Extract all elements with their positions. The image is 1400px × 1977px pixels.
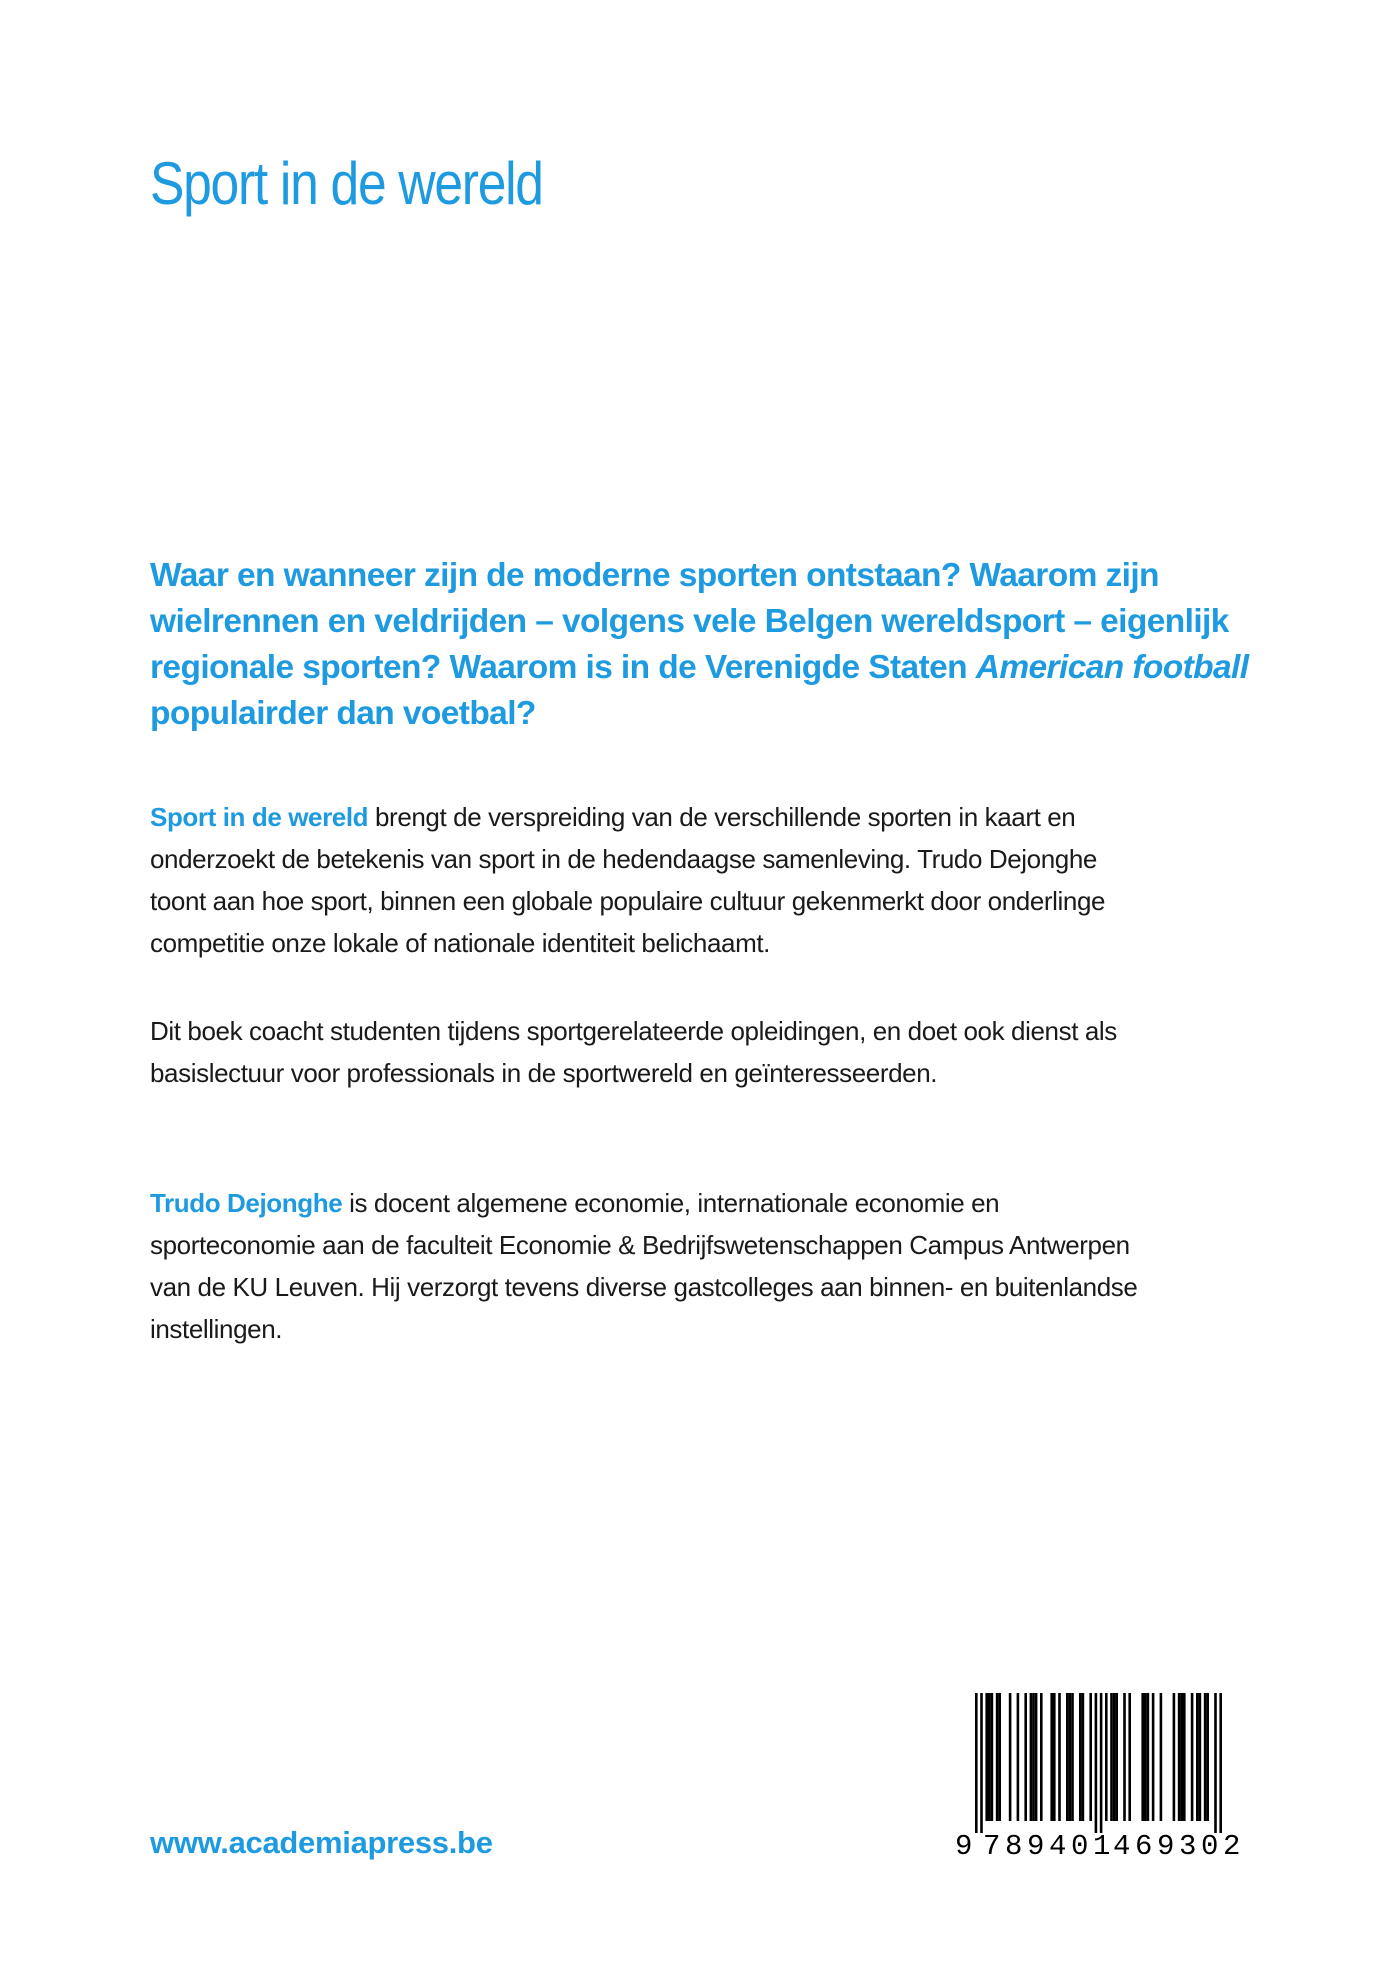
isbn-first-digit: 9: [955, 1830, 973, 1863]
barcode-bar: [1183, 1693, 1186, 1821]
paragraph-line-text: brengt de verspreiding van de verschillende sporten in kaart en: [368, 802, 1076, 832]
description-paragraph: [150, 796, 1290, 964]
barcode-bar: [1071, 1693, 1074, 1821]
barcode-bar: [1089, 1693, 1092, 1821]
barcode-bar: [1147, 1693, 1150, 1821]
barcode-bar: [1030, 1693, 1033, 1821]
barcode-bar: [1040, 1693, 1043, 1821]
paragraph-line: onderzoekt de betekenis van sport in de hedendaagse samenleving. Trudo Dejonghe: [150, 844, 1097, 874]
barcode-bar: [1066, 1693, 1069, 1821]
barcode-bar: [1050, 1693, 1053, 1821]
isbn-barcode: [955, 1693, 1250, 1868]
barcode-bar: [1191, 1693, 1194, 1821]
isbn-left-group: 789401: [983, 1830, 1116, 1863]
paragraph-line: competitie onze lokale of nationale identiteit belichaamt.: [150, 928, 770, 958]
barcode-bar: [1180, 1693, 1183, 1821]
lead-line: populairder dan voetbal?: [150, 695, 536, 732]
barcode-bar: [1035, 1693, 1038, 1821]
author-bio-paragraph: [150, 1182, 1290, 1350]
paragraph-line: instellingen.: [150, 1314, 283, 1344]
barcode-bar: [1110, 1693, 1113, 1821]
barcode-bar: [1196, 1693, 1199, 1821]
book-title-highlight: Sport in de wereld: [150, 802, 369, 832]
paragraph-line-text: is docent algemene economie, internationale economie en: [342, 1188, 1000, 1218]
lead-emphasis: American football: [975, 649, 1249, 686]
paragraph-line: van de KU Leuven. Hij verzorgt tevens diverse gastcolleges aan binnen- en buitenlandse: [150, 1272, 1138, 1302]
paragraph-line: sporteconomie aan de faculteit Economie & Bedrijfswetenschappen Campus Antwerpen: [150, 1230, 1130, 1260]
barcode-bar: [1053, 1693, 1056, 1821]
barcode-bar: [1160, 1693, 1163, 1821]
barcode-bar: [1024, 1693, 1027, 1821]
barcode-bar: [1058, 1693, 1061, 1821]
barcode-bar: [1141, 1693, 1144, 1821]
barcode-bar: [1079, 1693, 1082, 1821]
publisher-website-link[interactable]: www.academiapress.be: [150, 1825, 493, 1860]
barcode-bar: [1214, 1693, 1217, 1833]
barcode-bar: [1115, 1693, 1118, 1821]
barcode-bar: [1069, 1693, 1072, 1821]
barcode-bar: [991, 1693, 994, 1821]
barcode-bar: [1144, 1693, 1147, 1821]
book-title: Sport in de wereld: [150, 150, 543, 217]
barcode-bar: [998, 1693, 1001, 1821]
barcode-bar: [1178, 1693, 1181, 1821]
barcode-bar: [1173, 1693, 1176, 1821]
paragraph-line: [150, 796, 1290, 838]
lead-paragraph: [150, 553, 1270, 737]
barcode-bar: [996, 1693, 999, 1821]
isbn-right-group: 469302: [1113, 1830, 1246, 1863]
paragraph-line: basislectuur voor professionals in de sportwereld en geïnteresseerden.: [150, 1058, 938, 1088]
paragraph-line: Dit boek coacht studenten tijdens sportgerelateerde opleidingen, en doet ook dienst als: [150, 1016, 1117, 1046]
lead-line-text: regionale sporten? Waarom is in de Verenigde Staten: [150, 649, 976, 686]
lead-line: [150, 645, 1270, 691]
barcode-bar: [1128, 1693, 1131, 1821]
isbn-number: [955, 1827, 1250, 1867]
lead-line: Waar en wanneer zijn de moderne sporten ontstaan? Waarom zijn: [150, 557, 1159, 594]
barcode-bar: [1082, 1693, 1085, 1821]
barcode-bar: [1204, 1693, 1207, 1821]
barcode-bar: [1152, 1693, 1155, 1821]
barcode-bar: [1009, 1693, 1012, 1821]
barcode-bar: [1105, 1693, 1108, 1821]
barcode-bar: [1095, 1693, 1098, 1833]
author-name-highlight: Trudo Dejonghe: [150, 1188, 343, 1218]
paragraph-line: toont aan hoe sport, binnen een globale populaire cultuur gekenmerkt door onderlinge: [150, 886, 1106, 916]
barcode-bar: [1199, 1693, 1202, 1821]
barcode-bar: [1100, 1693, 1103, 1833]
barcode-bar: [1032, 1693, 1035, 1821]
barcode-bar: [1206, 1693, 1209, 1821]
barcode-bar: [988, 1693, 991, 1821]
barcode-bar: [980, 1693, 983, 1833]
barcode-bar: [1219, 1693, 1222, 1833]
audience-paragraph: [150, 1010, 1290, 1094]
barcode-bar: [1113, 1693, 1116, 1821]
barcode-bar: [975, 1693, 978, 1833]
barcode-bar: [985, 1693, 988, 1821]
paragraph-line: [150, 1182, 1290, 1224]
barcode-bars: [955, 1693, 1250, 1833]
lead-line: wielrennen en veldrijden – volgens vele Belgen wereldsport – eigenlijk: [150, 603, 1229, 640]
barcode-bar: [1123, 1693, 1126, 1821]
barcode-bar: [1017, 1693, 1020, 1821]
